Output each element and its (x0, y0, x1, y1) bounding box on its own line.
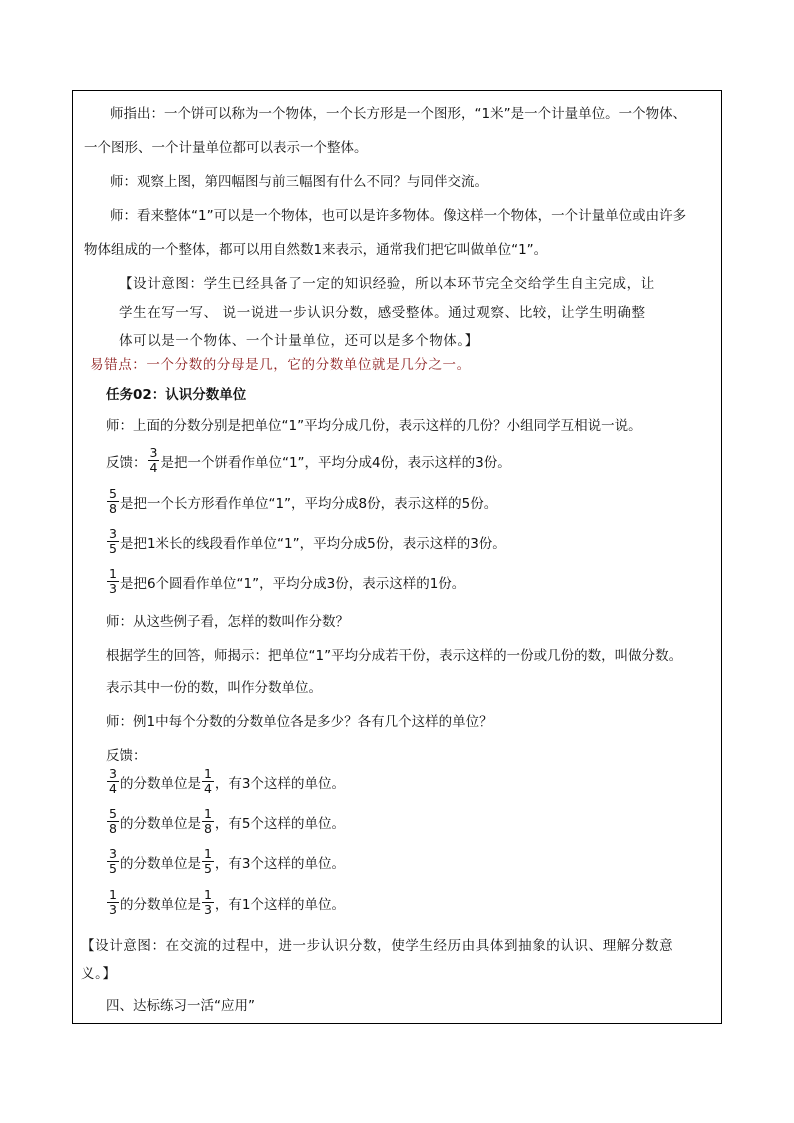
task-heading: 任务02：认识分数单位 (106, 387, 247, 403)
feedback-prefix: 反馈： (106, 454, 147, 471)
feedback-text: 是把1米长的线段看作单位“1”，平均分成5份，表示这样的3份。 (119, 535, 506, 552)
unit-row (106, 888, 345, 917)
design-intent-note: 学生在写一写、 说一说进一步认识分数，感受整体。通过观察、比较，让学生明确整 (119, 305, 646, 321)
fraction: $\frac{3}{5}$ (109, 846, 117, 876)
fraction: $\frac{1}{3}$ (109, 566, 117, 596)
fraction: $\frac{5}{8}$ (109, 486, 117, 516)
feedback-text: 是把一个长方形看作单位“1”，平均分成8份，表示这样的5份。 (119, 495, 498, 512)
fraction: $\frac{1}{3}$ (203, 887, 212, 917)
text-line: 物体组成的一个整体，都可以用自然数1来表示，通常我们把它叫做单位“1”。 (84, 242, 548, 258)
unit-row (106, 847, 345, 876)
fraction: $\frac{3}{4}$ (109, 766, 117, 796)
unit-text: ，有3个这样的单位。 (214, 775, 345, 792)
text-line: 师：看来整体“1”可以是一个物体，也可以是许多物体。像这样一个物体，一个计量单位或由许多 (110, 208, 687, 224)
text-line: 师：观察上图，第四幅图与前三幅图有什么不同？与同伴交流。 (110, 174, 488, 190)
section-heading: 四、达标练习一活“应用” (106, 998, 255, 1014)
text-line: 一个图形、一个计量单位都可以表示一个整体。 (84, 140, 368, 156)
fraction: $\frac{1}{3}$ (109, 887, 117, 917)
design-intent-note: 义。】 (81, 966, 117, 982)
feedback-text: 是把一个饼看作单位“1”，平均分成4份，表示这样的3份。 (160, 454, 511, 471)
design-intent-note: 【设计意图：学生已经具备了一定的知识经验，所以本环节完全交给学生自主完成，让 (119, 276, 655, 292)
unit-row (106, 807, 345, 836)
text-line: 反馈： (106, 748, 147, 764)
text-line: 师：例1中每个分数的分数单位各是多少？各有几个这样的单位？ (106, 714, 493, 730)
feedback-row (106, 487, 497, 516)
unit-text: 的分数单位是 (119, 775, 201, 792)
fraction: $\frac{3}{5}$ (109, 526, 117, 556)
feedback-row (106, 567, 465, 596)
text-line: 根据学生的回答，师揭示：把单位“1”平均分成若干份，表示这样的一份或几份的数，叫做分数。 (106, 648, 683, 664)
unit-text: 的分数单位是 (119, 815, 201, 832)
fraction: $\frac{5}{8}$ (109, 806, 117, 836)
fraction: $\frac{3}{4}$ (149, 445, 158, 475)
text-line: 师：上面的分数分别是把单位“1”平均分成几份，表示这样的几份？小组同学互相说一说。 (106, 418, 642, 434)
unit-text: ，有3个这样的单位。 (214, 855, 345, 872)
text-line: 师：从这些例子看，怎样的数叫作分数？ (106, 614, 349, 630)
design-intent-note: 【设计意图：在交流的过程中，进一步认识分数，使学生经历由具体到抽象的认识、理解分数意 (81, 938, 674, 954)
unit-text: ，有5个这样的单位。 (214, 815, 345, 832)
fraction: $\frac{1}{4}$ (203, 766, 212, 796)
unit-text: 的分数单位是 (119, 855, 201, 872)
fraction: $\frac{1}{5}$ (203, 846, 212, 876)
feedback-row (106, 527, 506, 556)
unit-text: 的分数单位是 (119, 896, 201, 913)
text-line: 师指出：一个饼可以称为一个物体，一个长方形是一个图形，“1米”是一个计量单位。一个物体、 (110, 106, 687, 122)
design-intent-note: 体可以是一个物体、一个计量单位，还可以是多个物体。】 (119, 333, 479, 349)
feedback-text: 是把6个圆看作单位“1”，平均分成3份，表示这样的1份。 (119, 575, 466, 592)
text-line: 表示其中一份的数，叫作分数单位。 (106, 680, 322, 696)
unit-row (106, 767, 345, 796)
error-prone-note: 易错点：一个分数的分母是几，它的分数单位就是几分之一。 (90, 357, 471, 373)
fraction: $\frac{1}{8}$ (203, 806, 212, 836)
feedback-row (106, 446, 511, 475)
lesson-table-cell (72, 90, 722, 1024)
unit-text: ，有1个这样的单位。 (214, 896, 345, 913)
